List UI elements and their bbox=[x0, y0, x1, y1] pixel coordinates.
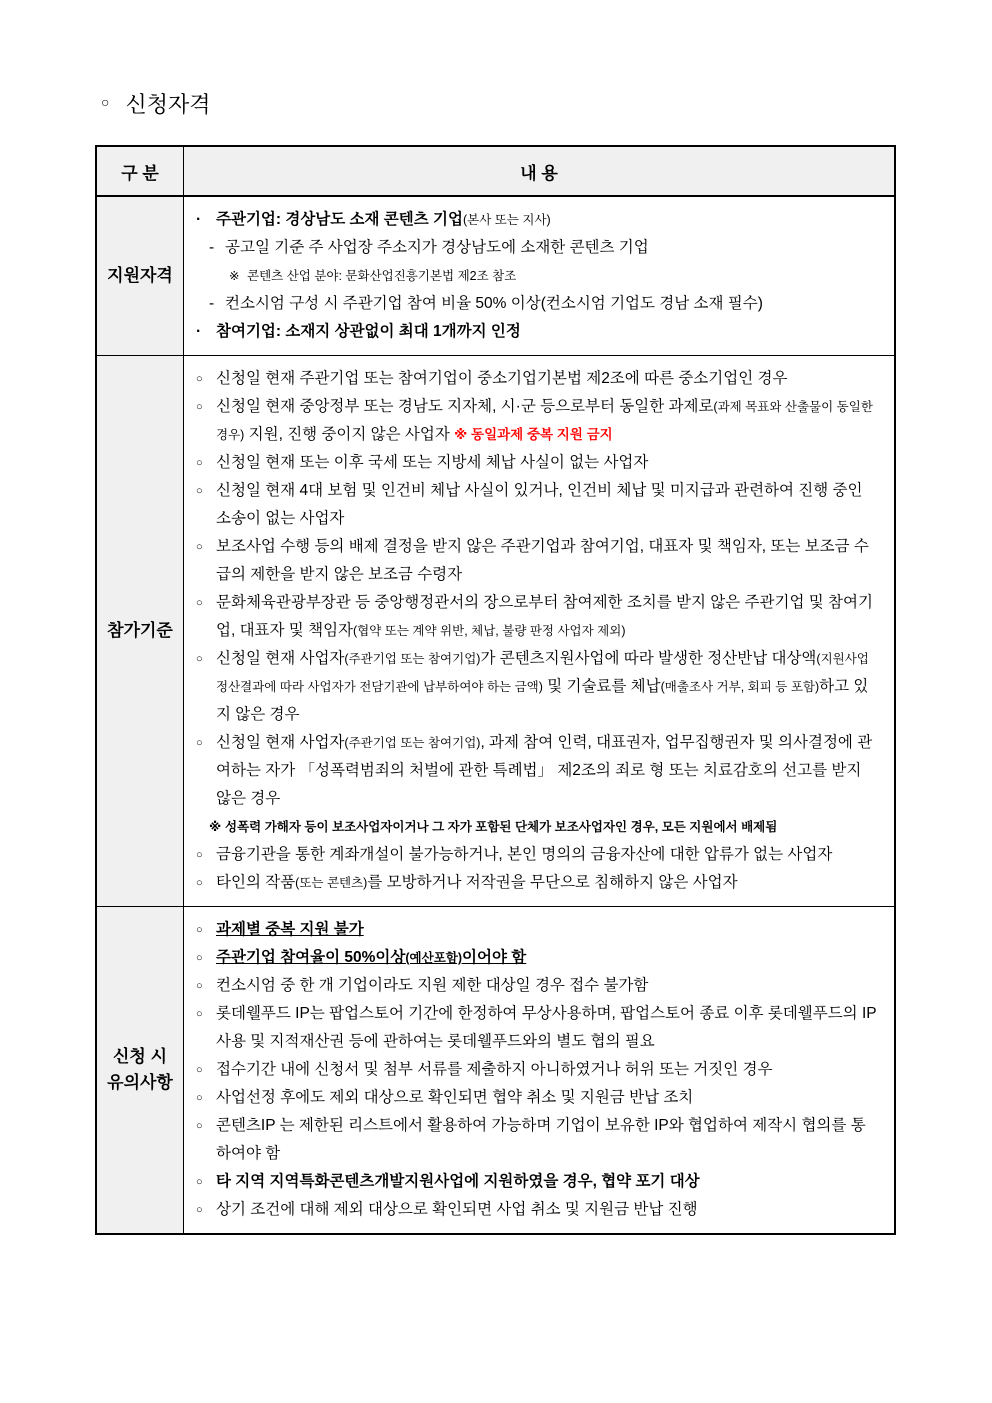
list-item bbox=[196, 477, 880, 533]
bullet-marker-icon: · bbox=[196, 211, 202, 228]
table-header-category: 구 분 bbox=[97, 147, 184, 195]
text-run: 콘텐츠 산업 분야: 문화산업진흥기본법 제2조 참조 bbox=[247, 269, 517, 283]
row-content bbox=[184, 356, 894, 906]
bullet-marker-icon: ○ bbox=[196, 1064, 203, 1076]
item-text bbox=[216, 972, 880, 1000]
item-text bbox=[216, 393, 880, 449]
bullet-marker-icon: ○ bbox=[196, 373, 203, 385]
text-run: (예산포함) bbox=[405, 951, 463, 965]
text-run: 롯데웰푸드 IP는 팝업스토어 기간에 한정하여 무상사용하며, 팝업스토어 종료 이후 롯데웰푸드의 IP 사용 및 지적재산권 등에 관하여는 롯데웰푸드와의 별도 협의 필요 bbox=[216, 1005, 877, 1050]
text-run: 신청일 현재 4대 보험 및 인건비 체납 사실이 있거나, 인건비 체납 및 미지급과 관련하여 진행 중인 소송이 없는 사업자 bbox=[216, 482, 863, 527]
list-item bbox=[196, 1112, 880, 1168]
item-text bbox=[216, 944, 880, 972]
item-text bbox=[216, 589, 880, 645]
section-bullet-icon: ○ bbox=[101, 95, 110, 111]
text-run: 타 지역 지역특화콘텐츠개발지원사업에 지원하였을 경우, 협약 포기 대상 bbox=[216, 1173, 700, 1190]
item-text bbox=[216, 1196, 880, 1224]
text-run: 성폭력 가해자 등이 보조사업자이거나 그 자가 포함된 단체가 보조사업자인 경우, 모든 지원에서 배제됨 bbox=[225, 820, 778, 834]
list-item bbox=[196, 1168, 880, 1196]
item-text bbox=[216, 841, 880, 869]
text-run: 신청일 현재 사업자 bbox=[216, 650, 345, 667]
list-item bbox=[196, 206, 880, 234]
list-item bbox=[196, 645, 880, 729]
text-run: 상기 조건에 대해 제외 대상으로 확인되면 사업 취소 및 지원금 반납 진행 bbox=[216, 1201, 698, 1218]
list-item bbox=[196, 393, 880, 449]
section-title-text: 신청자격 bbox=[125, 92, 211, 117]
bullet-marker-icon: ○ bbox=[196, 737, 203, 749]
text-run: 를 모방하거나 저작권을 무단으로 침해하지 않은 사업자 bbox=[367, 874, 738, 891]
text-run: 컨소시엄 중 한 개 기업이라도 지원 제한 대상일 경우 접수 불가함 bbox=[216, 977, 649, 994]
item-text bbox=[216, 869, 880, 897]
text-run: (주관기업 또는 참여기업) bbox=[344, 652, 481, 666]
bullet-marker-icon: ※ bbox=[229, 269, 240, 283]
item-text bbox=[216, 645, 880, 729]
item-text bbox=[247, 262, 880, 290]
row-content bbox=[184, 197, 894, 355]
text-run: 하고 있지 않은 경우 bbox=[216, 678, 869, 723]
bullet-marker-icon: · bbox=[196, 323, 202, 340]
table-row bbox=[97, 356, 894, 907]
item-text bbox=[216, 449, 880, 477]
list-item bbox=[196, 533, 880, 589]
text-run: (매출조사 거부, 회피 등 포함) bbox=[660, 680, 820, 694]
bullet-marker-icon: ○ bbox=[196, 653, 203, 665]
bullet-marker-icon: ○ bbox=[196, 1176, 203, 1188]
bullet-marker-icon: ○ bbox=[196, 457, 203, 469]
table-body bbox=[97, 197, 894, 1233]
bullet-marker-icon: ○ bbox=[196, 485, 203, 497]
bullet-marker-icon: ※ bbox=[209, 820, 222, 834]
text-run: 콘텐츠IP 는 제한된 리스트에서 활용하여 가능하며 기업이 보유한 IP와 협업하여 제작시 협의를 통하여야 함 bbox=[216, 1117, 866, 1162]
bullet-marker-icon: - bbox=[209, 239, 215, 256]
list-item bbox=[196, 1196, 880, 1224]
bullet-marker-icon: ○ bbox=[196, 1092, 203, 1104]
text-run: 신청일 현재 중앙정부 또는 경남도 지자체, 시·군 등으로부터 동일한 과제로 bbox=[216, 398, 714, 415]
bullet-marker-icon: ○ bbox=[196, 541, 203, 553]
text-run: ※ 동일과제 중복 지원 금지 bbox=[454, 427, 613, 442]
table-header-content: 내 용 bbox=[520, 163, 558, 183]
eligibility-table bbox=[95, 145, 896, 1235]
list-item bbox=[196, 449, 880, 477]
list-item bbox=[196, 841, 880, 869]
text-run: 과제별 중복 지원 불가 bbox=[216, 921, 364, 938]
text-run: (지원사업 정산결과에 따라 사업자가 전담기관에 납부하여야 하는 금액) bbox=[216, 652, 869, 694]
list-item bbox=[196, 916, 880, 944]
list-item bbox=[196, 944, 880, 972]
text-run: 가 콘텐츠지원사업에 따라 발생한 정산반납 대상액 bbox=[480, 650, 817, 667]
item-text bbox=[225, 813, 880, 841]
table-row bbox=[97, 197, 894, 356]
text-run: (과제 목표와 산출물이 동일한 경우) bbox=[216, 400, 873, 442]
text-run: , 과제 참여 인력, 대표권자, 업무집행권자 및 의사결정에 관여하는 자가 「성폭력범죄의 처벌에 관한 특례법」 제2조의 죄로 형 또는 치료감호의 선고를 받지 않은 경우 bbox=[216, 734, 873, 807]
section-title bbox=[101, 88, 992, 119]
row-label: 참가기준 bbox=[97, 356, 184, 906]
text-run: 신청일 현재 사업자 bbox=[216, 734, 345, 751]
item-text bbox=[216, 206, 880, 234]
list-item bbox=[196, 290, 880, 318]
item-text bbox=[216, 1000, 880, 1056]
text-run: (협약 또는 계약 위반, 체납, 불량 판정 사업자 제외) bbox=[353, 624, 626, 638]
item-text bbox=[216, 916, 880, 944]
text-run: 보조사업 수행 등의 배제 결정을 받지 않은 주관기업과 참여기업, 대표자 및 책임자, 또는 보조금 수급의 제한을 받지 않은 보조금 수령자 bbox=[216, 538, 869, 583]
text-run: 접수기간 내에 신청서 및 첨부 서류를 제출하지 아니하였거나 허위 또는 거짓인 경우 bbox=[216, 1061, 773, 1078]
item-text bbox=[216, 729, 880, 813]
bullet-marker-icon: - bbox=[209, 295, 215, 312]
bullet-marker-icon: ○ bbox=[196, 1204, 203, 1216]
list-item bbox=[196, 262, 880, 290]
bullet-marker-icon: ○ bbox=[196, 1120, 203, 1132]
bullet-marker-icon: ○ bbox=[196, 980, 203, 992]
text-run: 타인의 작품 bbox=[216, 874, 296, 891]
item-text bbox=[216, 533, 880, 589]
list-item bbox=[196, 589, 880, 645]
list-item bbox=[196, 813, 880, 841]
item-text bbox=[216, 1112, 880, 1168]
list-item bbox=[196, 1084, 880, 1112]
row-content bbox=[184, 907, 894, 1233]
list-item bbox=[196, 365, 880, 393]
text-run: 참여기업: 소재지 상관없이 최대 1개까지 인정 bbox=[216, 323, 521, 340]
text-run: 컨소시엄 구성 시 주관기업 참여 비율 50% 이상(컨소시엄 기업도 경남 소재 필수) bbox=[225, 295, 763, 312]
text-run: 신청일 현재 주관기업 또는 참여기업이 중소기업기본법 제2조에 따른 중소기업인 경우 bbox=[216, 370, 788, 387]
item-text bbox=[216, 1168, 880, 1196]
bullet-marker-icon: ○ bbox=[196, 877, 203, 889]
item-text bbox=[225, 234, 880, 262]
item-text bbox=[216, 318, 880, 346]
item-text bbox=[216, 477, 880, 533]
text-run: 신청일 현재 또는 이후 국세 또는 지방세 체납 사실이 없는 사업자 bbox=[216, 454, 649, 471]
list-item bbox=[196, 1056, 880, 1084]
row-label: 신청 시 유의사항 bbox=[97, 907, 184, 1233]
text-run: 주관기업 참여율이 50%이상 bbox=[216, 949, 406, 966]
table-row bbox=[97, 907, 894, 1233]
list-item bbox=[196, 1000, 880, 1056]
text-run: 금융기관을 통한 계좌개설이 불가능하거나, 본인 명의의 금융자산에 대한 압류가 없는 사업자 bbox=[216, 846, 833, 863]
list-item bbox=[196, 869, 880, 897]
text-run: 및 기술료를 체납 bbox=[542, 678, 661, 695]
bullet-marker-icon: ○ bbox=[196, 1008, 203, 1020]
text-run: (또는 콘텐츠) bbox=[295, 876, 368, 890]
text-run: (본사 또는 지사) bbox=[462, 213, 551, 227]
row-label: 지원자격 bbox=[97, 197, 184, 355]
text-run: (주관기업 또는 참여기업) bbox=[344, 736, 481, 750]
bullet-marker-icon: ○ bbox=[196, 597, 203, 609]
table-header-row bbox=[97, 147, 894, 197]
text-run: 문화체육관광부장관 등 중앙행정관서의 장으로부터 참여제한 조치를 받지 않은 주관기업 및 참여기업, 대표자 및 책임자 bbox=[216, 594, 873, 639]
bullet-marker-icon: ○ bbox=[196, 401, 203, 413]
text-run: 이어야 함 bbox=[462, 949, 527, 966]
list-item bbox=[196, 234, 880, 262]
bullet-marker-icon: ○ bbox=[196, 952, 203, 964]
text-run: 사업선정 후에도 제외 대상으로 확인되면 협약 취소 및 지원금 반납 조치 bbox=[216, 1089, 694, 1106]
item-text bbox=[225, 290, 880, 318]
list-item bbox=[196, 729, 880, 813]
text-run: 공고일 기준 주 사업장 주소지가 경상남도에 소재한 콘텐츠 기업 bbox=[225, 239, 649, 256]
text-run: 주관기업: 경상남도 소재 콘텐츠 기업 bbox=[216, 211, 463, 228]
item-text bbox=[216, 1084, 880, 1112]
list-item bbox=[196, 318, 880, 346]
bullet-marker-icon: ○ bbox=[196, 924, 203, 936]
bullet-marker-icon: ○ bbox=[196, 849, 203, 861]
list-item bbox=[196, 972, 880, 1000]
item-text bbox=[216, 365, 880, 393]
text-run: 지원, 진행 중이지 않은 사업자 bbox=[244, 426, 455, 443]
item-text bbox=[216, 1056, 880, 1084]
